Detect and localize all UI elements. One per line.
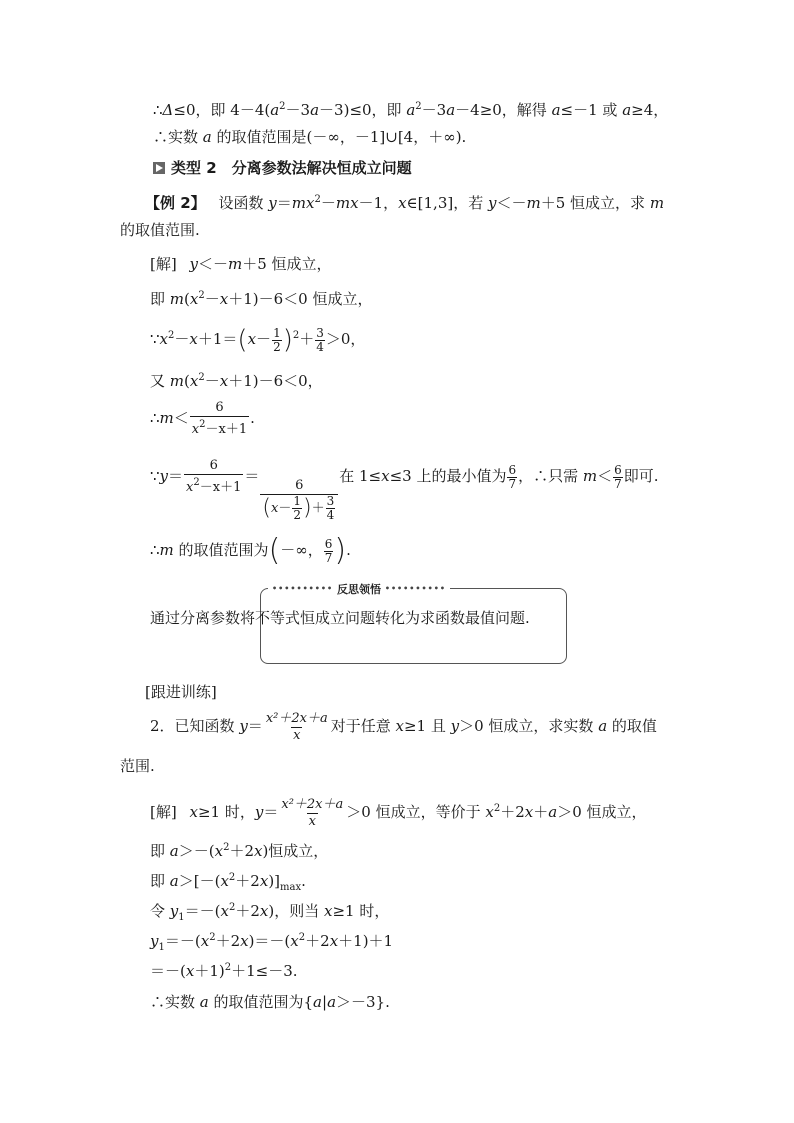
var-x: x <box>186 480 194 495</box>
text-fragment: 的取值范围为{ <box>208 993 314 1011</box>
text-fragment: ＋ <box>311 501 325 516</box>
exponent: 2 <box>279 101 286 112</box>
text-fragment: －1， <box>358 194 399 212</box>
denominator: 7 <box>508 476 517 491</box>
sol3-line7 <box>150 992 390 1012</box>
var-x: x <box>220 902 229 920</box>
text-fragment: ≥4， <box>631 101 669 119</box>
numerator: 6 <box>209 458 218 473</box>
var-x: x <box>270 501 279 516</box>
question-number: 2．已知函数 <box>150 717 240 735</box>
text-fragment: －4≥0，解得 <box>455 101 552 119</box>
exponent: 2 <box>292 330 300 341</box>
var-m: m <box>649 194 665 212</box>
var-y: y <box>159 467 169 485</box>
text-fragment: | <box>322 993 328 1011</box>
reflection-text <box>150 608 530 628</box>
numerator: 6 <box>508 462 517 477</box>
var-x: x <box>189 330 198 348</box>
text-fragment: 的取值 <box>607 717 657 735</box>
practice-question-line1 <box>150 705 657 747</box>
var-x: x <box>259 902 269 920</box>
text-fragment: . <box>301 872 306 890</box>
sol3-line2 <box>150 838 328 861</box>
var-m: m <box>169 372 185 390</box>
sol2-line5 <box>150 398 255 438</box>
fraction-six-sevenths <box>507 464 517 491</box>
var-x: x <box>220 872 229 890</box>
var-a: a <box>598 717 608 735</box>
text-fragment: ＞[－( <box>178 872 221 890</box>
var-x: x <box>485 803 494 821</box>
text-fragment: ＞0 恒成立， <box>557 803 647 821</box>
text-fragment: ≥1 且 <box>403 717 451 735</box>
play-triangle-icon <box>153 162 165 174</box>
numerator: 3 <box>326 494 335 508</box>
text-fragment: ＋ <box>299 330 315 348</box>
var-m: m <box>526 194 541 212</box>
text-fragment: ＞0， <box>325 330 366 348</box>
reflection-body: 通过分离参数将不等式恒成立问题转化为求函数最值问题. <box>150 609 530 627</box>
text-fragment: － <box>204 290 220 308</box>
var-a: a <box>622 101 632 119</box>
exponent: 2 <box>193 477 200 488</box>
sol3-line1 <box>150 788 647 833</box>
sol3-line3: 即 $a>[-(x^2+2x)]_{max}$. <box>150 872 306 893</box>
example2-line1 <box>145 190 664 213</box>
text-fragment: ≥1 时， <box>332 902 390 920</box>
var-m: m <box>169 290 185 308</box>
text-fragment: ＋2 <box>235 902 260 920</box>
sol2-line4: 又 $m(x^2-x+1)-6<0$， <box>150 372 323 390</box>
var-a: a <box>446 101 456 119</box>
exponent: 2 <box>224 962 232 973</box>
text-fragment: )恒成立， <box>262 842 329 860</box>
text-fragment: . <box>346 541 351 559</box>
fraction-function <box>264 711 330 744</box>
sol3-line5 <box>150 928 393 958</box>
range-line <box>153 127 466 147</box>
text-fragment: ＋1) <box>194 962 225 980</box>
exponent: 2 <box>493 803 501 814</box>
example2-line2 <box>120 220 200 240</box>
fraction-six-sevenths <box>613 464 623 491</box>
text-fragment: ∈[1,3]，若 <box>406 194 488 212</box>
text-fragment: ≤0，即 4－4( <box>173 101 271 119</box>
exponent: 2 <box>298 932 306 943</box>
var-y: y <box>268 194 277 212</box>
text-fragment: ＝ <box>276 194 292 212</box>
text-fragment: －3 <box>285 101 311 119</box>
numerator: 6 <box>215 400 224 415</box>
var-y: y <box>150 932 159 950</box>
text-fragment: 的取值范围. <box>120 221 200 239</box>
var-y: y <box>450 717 460 735</box>
fraction-m-bound <box>190 400 249 438</box>
var-y: y <box>169 902 179 920</box>
text-fragment: ＋2 <box>235 872 260 890</box>
var-y: y <box>487 194 497 212</box>
var-m: m <box>335 194 351 212</box>
text-fragment: 的取值范围是(－∞，－1]∪[4，＋∞). <box>211 128 467 146</box>
denominator: 7 <box>614 476 622 491</box>
var-a: a <box>406 101 416 119</box>
section-title: 类型 2 分离参数法解决恒成立问题 <box>171 159 412 177</box>
var-x: x <box>219 372 229 390</box>
text-fragment: ＜ <box>597 467 613 485</box>
solution-tag: [解] <box>150 255 177 273</box>
denominator: 2 <box>293 508 301 522</box>
denominator: 2 <box>273 339 281 354</box>
text-fragment: － <box>174 330 190 348</box>
exponent: 2 <box>223 842 230 853</box>
fraction-y-completed-square <box>260 478 338 522</box>
sol3-line4 <box>150 898 389 928</box>
text-fragment: ∵ <box>150 467 160 485</box>
text-fragment: －3)≤0，即 <box>319 101 407 119</box>
fraction-three-quarters <box>315 327 325 354</box>
denominator: (x－ $\frac{1}{2}$ )＋ $\frac{3}{4}$ <box>260 494 338 522</box>
var-x: x <box>240 932 249 950</box>
text-fragment: ＝－( <box>150 962 186 980</box>
practice-tag-text: [跟进训练] <box>145 683 217 701</box>
sol2-line7: ∴m 的取值范围为(－∞， $\frac{6}{7}$ ). <box>150 533 351 568</box>
text-fragment: ＋1)－6＜0 恒成立， <box>228 290 373 308</box>
fraction-six-sevenths <box>324 538 334 565</box>
denominator: x <box>308 813 316 829</box>
text-fragment: ，∴只需 <box>518 467 583 485</box>
var-x: x <box>247 330 257 348</box>
exponent: 2 <box>415 101 422 112</box>
text-fragment: 即 <box>150 290 170 308</box>
reflection-title: •••••••••• 反思领悟 •••••••••• <box>268 581 450 597</box>
text-fragment: ≤－1 或 <box>560 101 623 119</box>
text-fragment: ＋2 <box>500 803 525 821</box>
var-x: x <box>259 872 269 890</box>
var-x: x <box>189 372 199 390</box>
text-fragment: ＋1)－6＜0， <box>228 372 323 390</box>
example-label: 【例 2】 <box>145 194 206 212</box>
fraction-half <box>272 327 282 354</box>
numerator: 6 <box>324 536 333 551</box>
text-fragment: ＋5 恒成立，求 <box>540 194 650 212</box>
numerator: 6 <box>295 478 304 493</box>
text-fragment: ∴实数 <box>153 128 203 146</box>
var-x: x <box>395 717 404 735</box>
var-x: x <box>159 330 169 348</box>
text-fragment: ∵ <box>150 330 160 348</box>
text-fragment: ＜－ <box>496 194 527 212</box>
denominator <box>190 416 249 438</box>
text-fragment: ＝ <box>244 467 260 485</box>
text-fragment: ＋1)＋1 <box>338 932 394 950</box>
practice-tag <box>145 682 217 702</box>
delta-symbol: Δ <box>162 101 174 119</box>
text-fragment: ∴实数 <box>150 993 200 1011</box>
text-fragment: )＝－( <box>248 932 291 950</box>
fraction-half <box>292 495 302 522</box>
text-fragment: －∞， <box>280 541 323 559</box>
text-fragment: ＞－( <box>178 842 215 860</box>
text-fragment: ＝ <box>263 803 279 821</box>
numerator: 1 <box>293 494 301 508</box>
numerator: 1 <box>273 325 281 340</box>
var-m: m <box>159 541 174 559</box>
var-x: x <box>290 932 299 950</box>
exponent: 2 <box>168 330 175 341</box>
var-m: m <box>291 194 306 212</box>
numerator: 3 <box>316 325 324 340</box>
practice-question-line2 <box>120 756 155 776</box>
text-fragment: ＝ <box>168 467 184 485</box>
numerator: 6 <box>614 462 622 477</box>
text-fragment: ＝－( <box>184 902 221 920</box>
delta-line <box>153 97 668 120</box>
var-x: x <box>253 842 263 860</box>
text-fragment: ≥1 时， <box>197 803 255 821</box>
denominator: x <box>293 727 301 743</box>
var-a: a <box>327 993 337 1011</box>
var-x: x <box>398 194 407 212</box>
subscript: 1 <box>178 912 185 923</box>
text-fragment: －3 <box>421 101 447 119</box>
text-fragment: －x＋1 <box>199 480 242 495</box>
denominator: 7 <box>324 550 333 565</box>
therefore-symbol: ∴ <box>153 101 163 119</box>
subscript-max: max <box>280 882 302 893</box>
text-fragment: . <box>250 409 255 427</box>
var-x: x <box>189 290 199 308</box>
text-fragment: )，则当 <box>268 902 324 920</box>
text-fragment: 在 1≤ <box>339 467 382 485</box>
subscript: 1 <box>158 942 165 953</box>
exponent: 2 <box>228 902 236 913</box>
exponent: 2 <box>209 932 216 943</box>
fraction-y-def <box>184 458 243 496</box>
text-fragment: 又 <box>150 372 170 390</box>
text-fragment: －x＋1 <box>205 422 248 437</box>
text-fragment: 即 <box>150 872 170 890</box>
text-fragment: 设函数 <box>218 194 269 212</box>
text-fragment: ＋ <box>533 803 549 821</box>
text-fragment: － <box>320 194 336 212</box>
text-fragment: ＋2 <box>305 932 330 950</box>
var-x: x <box>350 194 359 212</box>
text-fragment: ＋1＝ <box>197 330 238 348</box>
exponent: 2 <box>198 290 205 301</box>
denominator <box>184 474 243 496</box>
var-x: x <box>189 803 198 821</box>
var-x: x <box>219 290 229 308</box>
text-fragment: － <box>204 372 220 390</box>
var-y: y <box>239 717 248 735</box>
var-a: a <box>270 101 280 119</box>
numerator: x²＋2x＋a <box>265 710 328 726</box>
reflection-title-text: 反思领悟 <box>336 583 381 596</box>
var-a: a <box>169 872 179 890</box>
exponent: 2 <box>314 194 321 205</box>
text-fragment: ∴ <box>150 541 160 559</box>
section-heading <box>153 158 412 178</box>
var-a: a <box>548 803 558 821</box>
text-fragment: ∴ <box>150 409 160 427</box>
text-fragment: ＝－( <box>164 932 201 950</box>
var-x: x <box>524 803 534 821</box>
sol2-line3: $\because x^2-x+1=(x-$ $\frac{1}{2}$ )$^2$＋ $\frac{3}{4}$ ＞0， <box>150 325 366 355</box>
var-x: x <box>329 932 339 950</box>
var-a: a <box>313 993 322 1011</box>
fraction-function <box>279 797 345 830</box>
var-y: y <box>254 803 264 821</box>
text-fragment: 即 <box>150 842 170 860</box>
var-a: a <box>551 101 561 119</box>
var-m: m <box>582 467 598 485</box>
var-m: m <box>159 409 174 427</box>
var-x: x <box>305 194 315 212</box>
var-x: x <box>323 902 333 920</box>
text-fragment: ＝ <box>247 717 263 735</box>
var-a: a <box>202 128 212 146</box>
text-fragment: ＞0 恒成立，求实数 <box>459 717 599 735</box>
exponent: 2 <box>198 372 205 383</box>
text-fragment: 范围. <box>120 757 155 775</box>
exponent: 2 <box>228 872 236 883</box>
text-fragment: 即可. <box>623 467 659 485</box>
text-fragment: 令 <box>150 902 170 920</box>
var-a: a <box>310 101 320 119</box>
var-y: y <box>189 255 198 273</box>
sol2-line2: 即 $m(x^2-x+1)-6<0$ 恒成立， <box>150 290 373 308</box>
var-x: x <box>191 422 200 437</box>
text-fragment: ≤3 上的最小值为 <box>389 467 507 485</box>
var-x: x <box>381 467 390 485</box>
var-x: x <box>214 842 224 860</box>
var-m: m <box>228 255 243 273</box>
text-fragment: 对于任意 <box>330 717 396 735</box>
var-x: x <box>200 932 210 950</box>
sol2-line1 <box>150 254 332 274</box>
text-fragment: ＜ <box>173 409 189 427</box>
exponent: 2 <box>199 419 206 430</box>
var-x: x <box>185 962 195 980</box>
text-fragment: 的取值范围为 <box>173 541 269 559</box>
sol3-line6 <box>150 958 298 981</box>
denominator: 4 <box>316 339 324 354</box>
var-a: a <box>199 993 209 1011</box>
text-fragment: ＞－3}. <box>336 993 390 1011</box>
text-fragment: ＞0 恒成立，等价于 <box>346 803 486 821</box>
text-fragment: ＋2 <box>215 932 241 950</box>
sol2-line6 <box>150 448 659 522</box>
denominator: 4 <box>326 508 335 522</box>
text-fragment: ＋1≤－3. <box>231 962 298 980</box>
text-fragment: ＋5 恒成立， <box>242 255 332 273</box>
text-fragment: ＜－ <box>197 255 228 273</box>
solution-tag: [解] <box>150 803 177 821</box>
text-fragment: ＋2 <box>229 842 254 860</box>
var-a: a <box>169 842 179 860</box>
numerator: x²＋2x＋a <box>281 796 344 812</box>
fraction-three-quarters <box>326 495 336 522</box>
